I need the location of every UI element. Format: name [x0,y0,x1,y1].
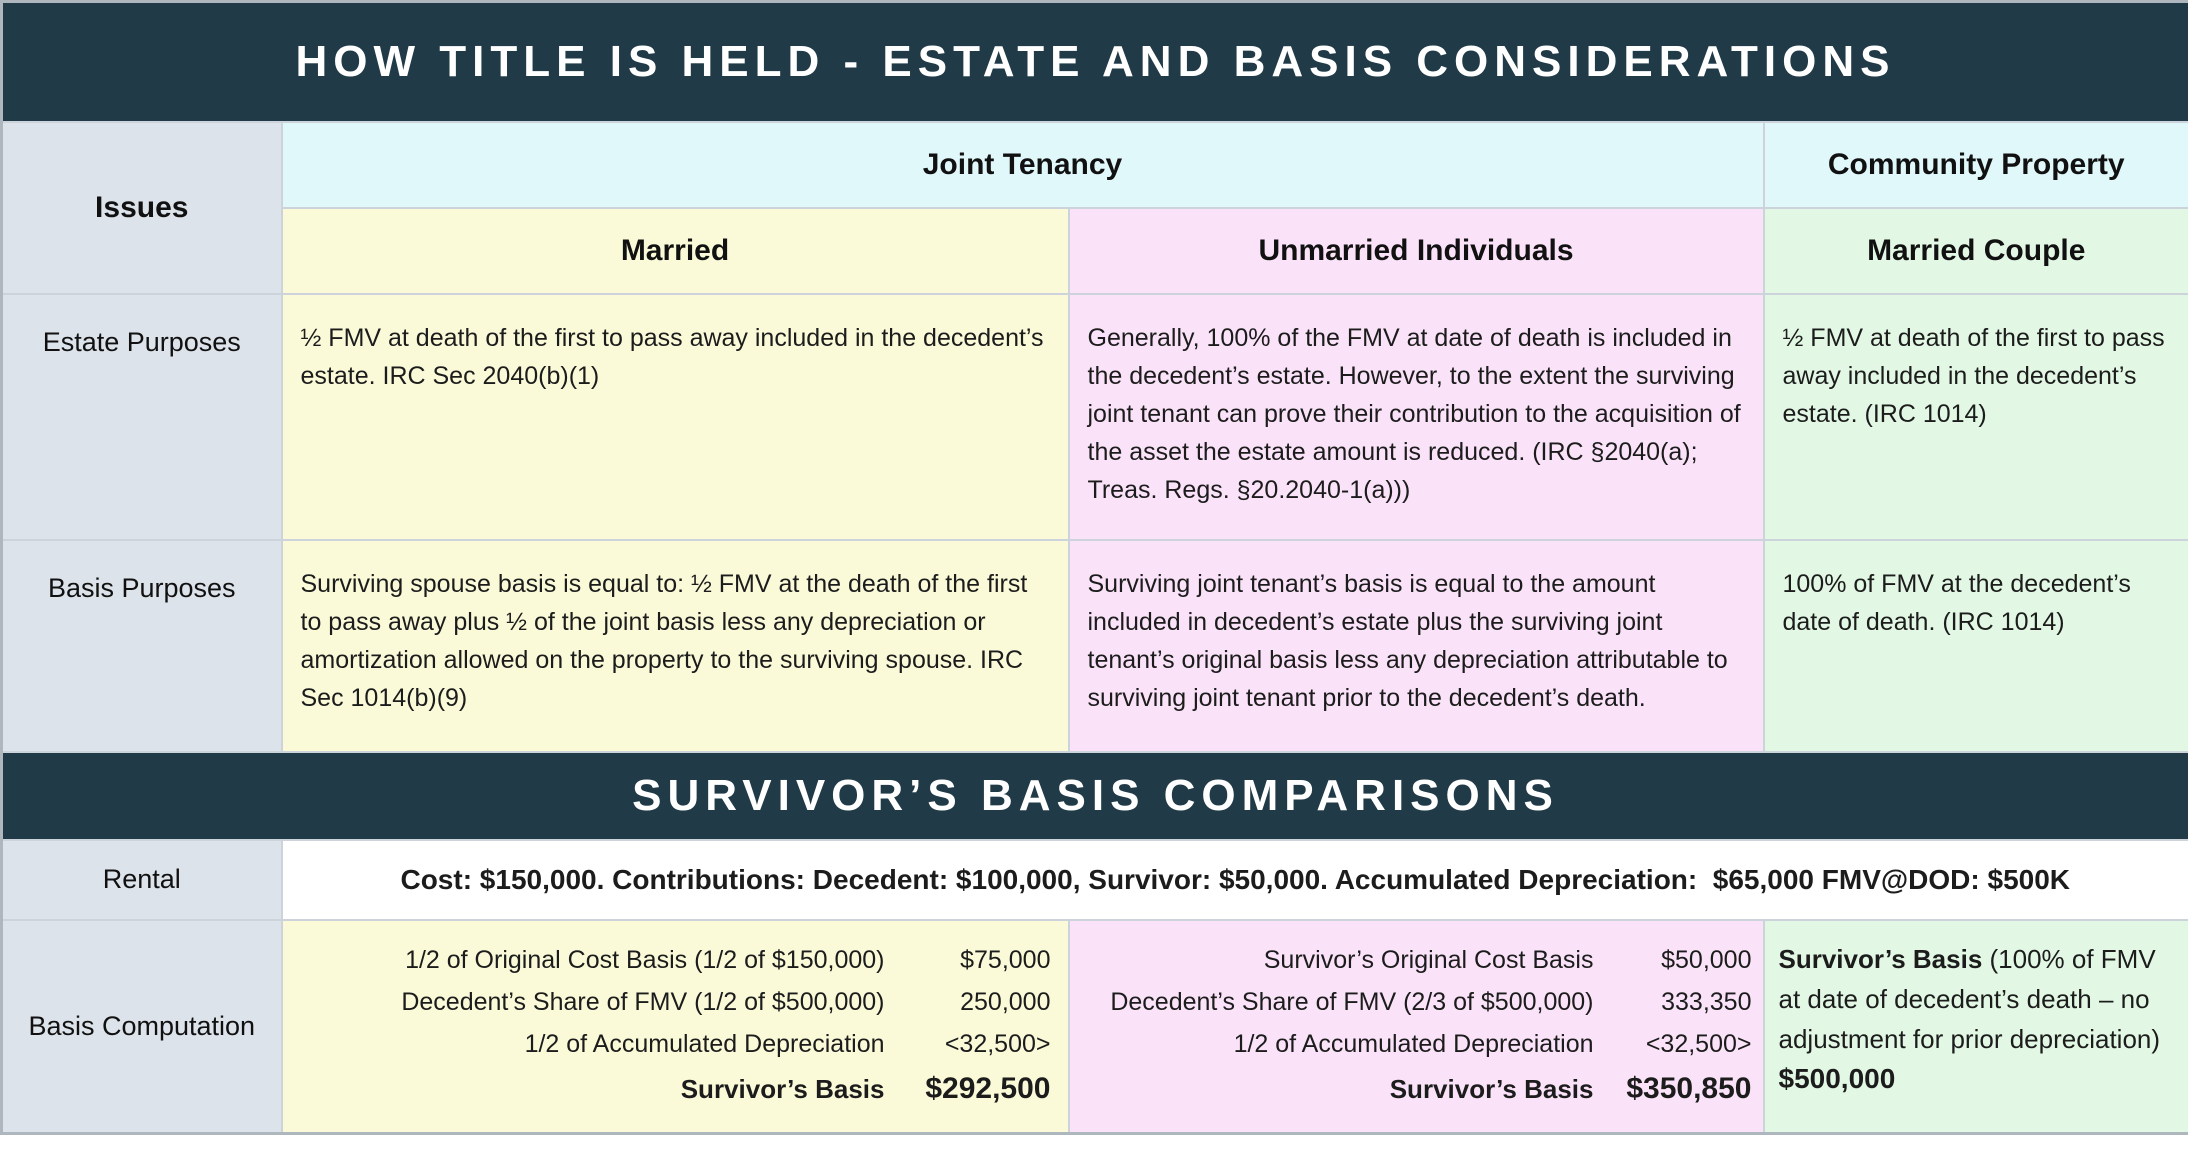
computation-total-value: $292,500 [925,1072,1051,1106]
community-basis-bold-lead: Survivor’s Basis [1778,943,1983,974]
row-label-basis-purposes: Basis Purposes [2,540,282,752]
married-subheader: Married [282,208,1069,294]
unmarried-individuals-subheader: Unmarried Individuals [1069,208,1764,294]
survivors-basis-comparisons-bar: SURVIVOR’S BASIS COMPARISONS [2,752,2188,840]
computation-total-label: Survivor’s Basis [1389,1074,1594,1105]
computation-line-label: Survivor’s Original Cost Basis [1263,946,1594,975]
computation-line-value: 250,000 [960,988,1051,1017]
estate-purposes-unmarried-cell: Generally, 100% of the FMV at date of death is included in the decedent’s estate. However, to the extent the surviving joint tenant can prove their contribution to the acquisition of the asset the estate amount is reduced. (IRC §2040(a); Treas. Regs. §20.2040-1(a))) [1069,294,1764,540]
married-couple-subheader: Married Couple [1764,208,2188,294]
community-basis-note: (100% of FMV at date of decedent’s death – no adjustment for prior depreciation) [1778,943,2161,1054]
row-label-basis-computation: Basis Computation [2,920,282,1134]
basis-computation-married-cell [282,920,1069,1134]
rental-facts-cell: Cost: $150,000. Contributions: Decedent: $100,000, Survivor: $50,000. Accumulated Depreciation: $65,000 FMV@DOD: $500K [282,840,2188,920]
issues-column-header: Issues [2,122,282,294]
community-basis-amount: $500,000 [1778,1062,1896,1094]
unmarried-computation-grid [1071,946,1762,1106]
married-computation-grid [284,946,1067,1106]
joint-tenancy-header: Joint Tenancy [282,122,1764,208]
computation-line-label: 1/2 of Original Cost Basis (1/2 of $150,000) [405,946,885,975]
computation-line-label: 1/2 of Accumulated Depreciation [1233,1030,1594,1059]
basis-purposes-unmarried-cell: Surviving joint tenant’s basis is equal to the amount included in decedent’s estate plus the surviving joint tenant’s original basis less any depreciation attributable to surviving joint tenant prior to the decedent’s death. [1069,540,1764,752]
computation-line-value: $75,000 [960,946,1051,975]
computation-total-value: $350,850 [1626,1072,1752,1106]
row-label-estate-purposes: Estate Purposes [2,294,282,540]
computation-total-label: Survivor’s Basis [680,1074,885,1105]
basis-purposes-community-cell: 100% of FMV at the decedent’s date of death. (IRC 1014) [1764,540,2188,752]
computation-line-label: 1/2 of Accumulated Depreciation [524,1030,885,1059]
main-title-bar: HOW TITLE IS HELD - ESTATE AND BASIS CONSIDERATIONS [2,2,2188,122]
basis-computation-community-cell [1764,920,2188,1134]
row-label-rental: Rental [2,840,282,920]
community-property-header: Community Property [1764,122,2188,208]
computation-line-label: Decedent’s Share of FMV (2/3 of $500,000) [1110,988,1594,1017]
computation-line-label: Decedent’s Share of FMV (1/2 of $500,000) [401,988,885,1017]
basis-computation-unmarried-cell [1069,920,1764,1134]
computation-line-value: <32,500> [944,1030,1051,1059]
basis-purposes-married-cell: Surviving spouse basis is equal to: ½ FMV at the death of the first to pass away plus ½ of the joint basis less any depreciation or amortization allowed on the property to the surviving spouse. IRC Sec 1014(b)(9) [282,540,1069,752]
computation-line-value: 333,350 [1661,988,1752,1017]
estate-purposes-married-cell: ½ FMV at death of the first to pass away included in the decedent’s estate. IRC Sec 2040(b)(1) [282,294,1069,540]
estate-purposes-community-cell: ½ FMV at death of the first to pass away included in the decedent’s estate. (IRC 1014) [1764,294,2188,540]
computation-line-value: <32,500> [1645,1030,1752,1059]
computation-line-value: $50,000 [1661,946,1752,975]
